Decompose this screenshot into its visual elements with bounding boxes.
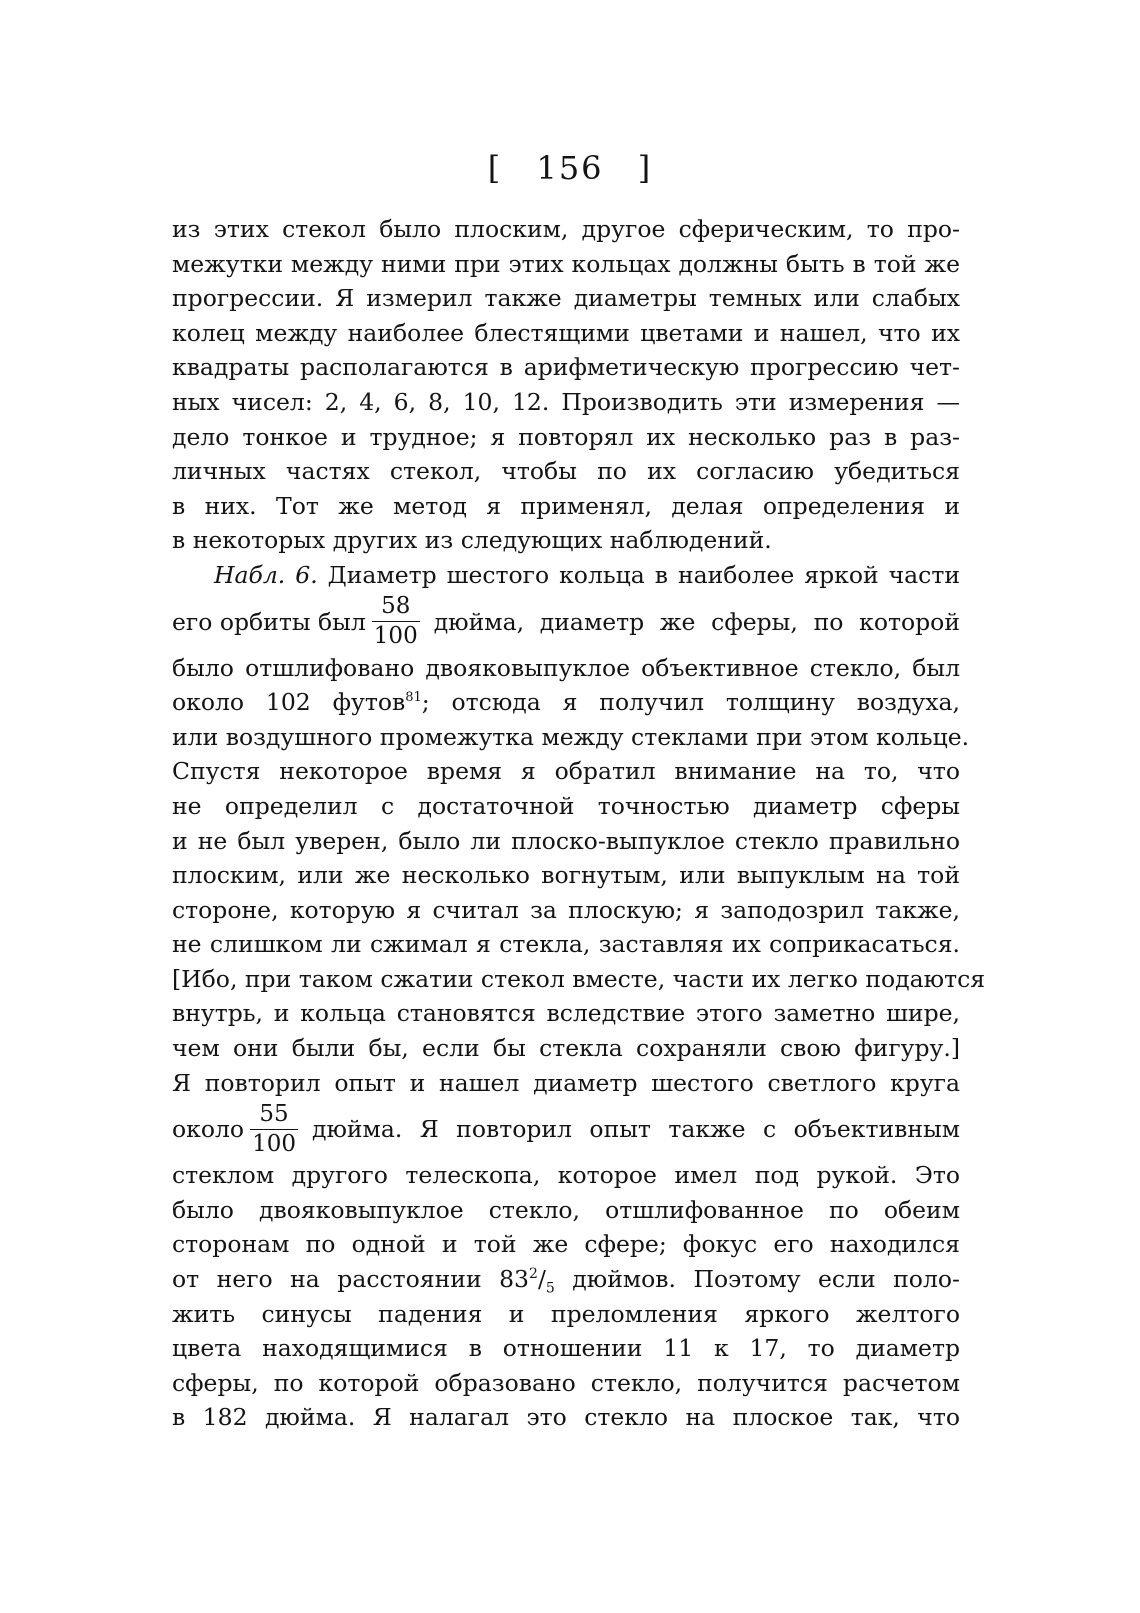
text-line: не определил с достаточной точностью диаметр сферы xyxy=(172,791,960,820)
text-segment: около xyxy=(172,1115,245,1144)
text-line-with-footnote xyxy=(172,685,960,720)
observation-label: Набл. 6. xyxy=(214,560,318,589)
text-segment: около 102 футов xyxy=(172,688,406,717)
text-segment: от него на расстоянии 83 xyxy=(172,1265,530,1294)
fraction-denominator: 100 xyxy=(373,623,418,650)
text-segment: дюйма, диаметр же сферы, по которой xyxy=(433,607,960,636)
text-line: колец между наиболее блестящими цветами и нашел, что их xyxy=(172,318,960,347)
text-line: ных чисел: 2, 4, 6, 8, 10, 12. Производить эти измерения — xyxy=(172,387,960,416)
page-number-value: 156 xyxy=(536,149,604,187)
text-line: жить синусы падения и преломления яркого желтого xyxy=(172,1299,960,1328)
text-line: [Ибо, при таком сжатии стекол вместе, части их легко подаются xyxy=(172,964,986,993)
text-line: в некоторых других из следующих наблюдений. xyxy=(172,526,772,555)
text-line: чем они были бы, если бы стекла сохраняли свою фигуру.] xyxy=(172,1034,960,1063)
mixed-fraction-denominator: 5 xyxy=(545,1280,555,1297)
text-line: было двояковыпуклое стекло, отшлифованное по обеим xyxy=(172,1195,960,1224)
text-line: или воздушного промежутка между стеклами при этом кольце. xyxy=(172,722,970,751)
text-line: стороне, которую я считал за плоскую; я заподозрил также, xyxy=(172,895,960,924)
fraction-58-100 xyxy=(372,595,420,648)
text-line: сферы, по которой образовано стекло, получится расчетом xyxy=(172,1368,960,1397)
text-line: в них. Тот же метод я применял, делая определения и xyxy=(172,491,960,520)
text-line: стеклом другого телескопа, которое имел под рукой. Это xyxy=(172,1161,960,1190)
text-line: квадраты располагаются в арифметическую прогрессию чет- xyxy=(172,353,960,382)
text-segment: дюйма. Я повторил опыт также с объективным xyxy=(311,1115,960,1144)
text-line: сторонам по одной и той же сфере; фокус его находился xyxy=(172,1230,960,1259)
footnote-reference: 81 xyxy=(405,690,422,706)
text-line: межутки между ними при этих кольцах должны быть в той же xyxy=(172,249,960,278)
page-number-bracket-right: ] xyxy=(637,149,653,187)
text-line-with-fraction xyxy=(172,1100,960,1158)
page-number-bracket-left: [ xyxy=(487,149,503,187)
text-line: в 182 дюйма. Я налагал это стекло на плоское так, что xyxy=(172,1403,960,1432)
text-line: из этих стекол было плоским, другое сферическим, то про- xyxy=(172,215,960,243)
text-segment: ; отсюда я получил толщину воздуха, xyxy=(421,688,960,717)
text-line: цвета находящимися в отношении 11 к 17, то диаметр xyxy=(172,1334,960,1363)
text-segment: дюймов. Поэтому если поло- xyxy=(572,1265,960,1294)
text-segment: его орбиты был xyxy=(172,607,366,636)
text-line-with-mixed-number xyxy=(172,1262,960,1297)
fraction-55-100 xyxy=(250,1100,298,1157)
text-line: внутрь, и кольца становятся вследствие этого заметно шире, xyxy=(172,999,960,1028)
paragraph-observation-6-start xyxy=(172,558,960,593)
text-line-with-fraction xyxy=(172,593,960,651)
text-line: и не был уверен, было ли плоско-выпуклое стекло правильно xyxy=(172,826,960,855)
text-segment: Диаметр шестого кольца в наиболее яркой части xyxy=(327,560,960,589)
mixed-fraction-slash: / xyxy=(537,1265,546,1294)
fraction-numerator: 58 xyxy=(381,593,411,620)
fraction-numerator: 55 xyxy=(259,1100,289,1127)
text-line: было отшлифовано двояковыпуклое объективное стекло, был xyxy=(172,653,960,682)
text-line: не слишком ли сжимал я стекла, заставляя их соприкасаться. xyxy=(172,930,960,959)
text-line: Спустя некоторое время я обратил внимание на то, что xyxy=(172,757,960,786)
fraction-denominator: 100 xyxy=(252,1130,296,1157)
text-line: Я повторил опыт и нашел диаметр шестого светлого круга xyxy=(172,1068,960,1097)
page-number xyxy=(0,148,1140,188)
body-text xyxy=(172,212,986,1435)
text-line: прогрессии. Я измерил также диаметры темных или слабых xyxy=(172,284,960,313)
mixed-fraction-numerator: 2 xyxy=(529,1266,538,1283)
text-line: плоским, или же несколько вогнутым, или выпуклым на той xyxy=(172,861,960,890)
text-line: дело тонкое и трудное; я повторял их несколько раз в раз- xyxy=(172,422,960,451)
text-line: личных частях стекол, чтобы по их согласию убедиться xyxy=(172,457,960,486)
